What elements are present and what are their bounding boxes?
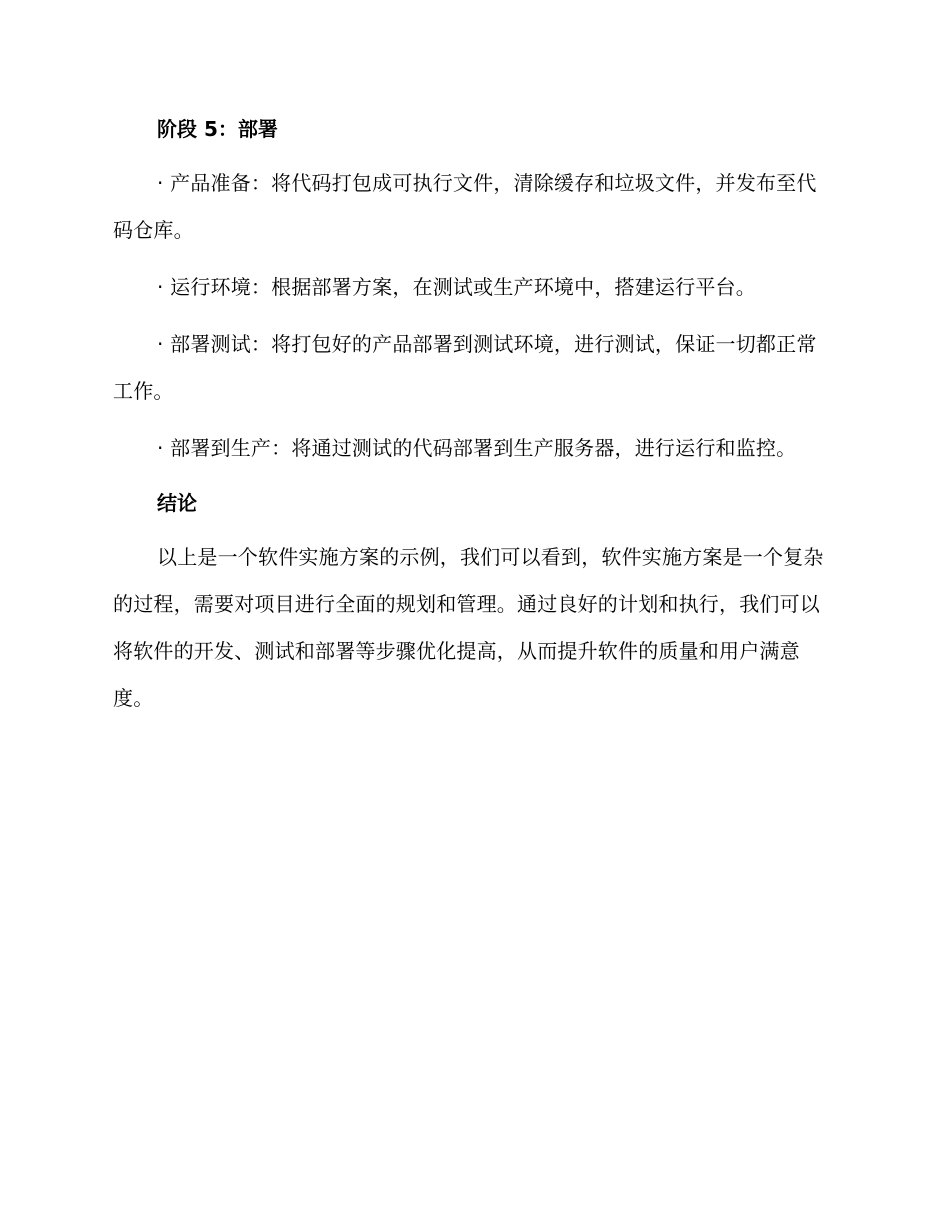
section-heading-deploy: 阶段 5：部署	[157, 117, 278, 141]
conclusion-paragraph: 以上是一个软件实施方案的示例，我们可以看到，软件实施方案是一个复杂的过程，需要对项目进行全面的规划和管理。通过良好的计划和执行，我们可以将软件的开发、测试和部署等步骤优化提高，从而提升软件的质量和用户满意度。	[113, 545, 824, 710]
list-item-runtime-env: · 运行环境：根据部署方案，在测试或生产环境中，搭建运行平台。	[157, 275, 756, 299]
list-item-product-prep: · 产品准备：将代码打包成可执行文件，清除缓存和垃圾文件，并发布至代码仓库。	[113, 171, 817, 242]
list-item-deploy-production: · 部署到生产：将通过测试的代码部署到生产服务器，进行运行和监控。	[157, 436, 797, 460]
section-heading-conclusion: 结论	[157, 491, 197, 515]
document-page	[113, 108, 833, 732]
list-item-deploy-test: · 部署测试：将打包好的产品部署到测试环境，进行测试，保证一切都正常工作。	[113, 332, 817, 403]
